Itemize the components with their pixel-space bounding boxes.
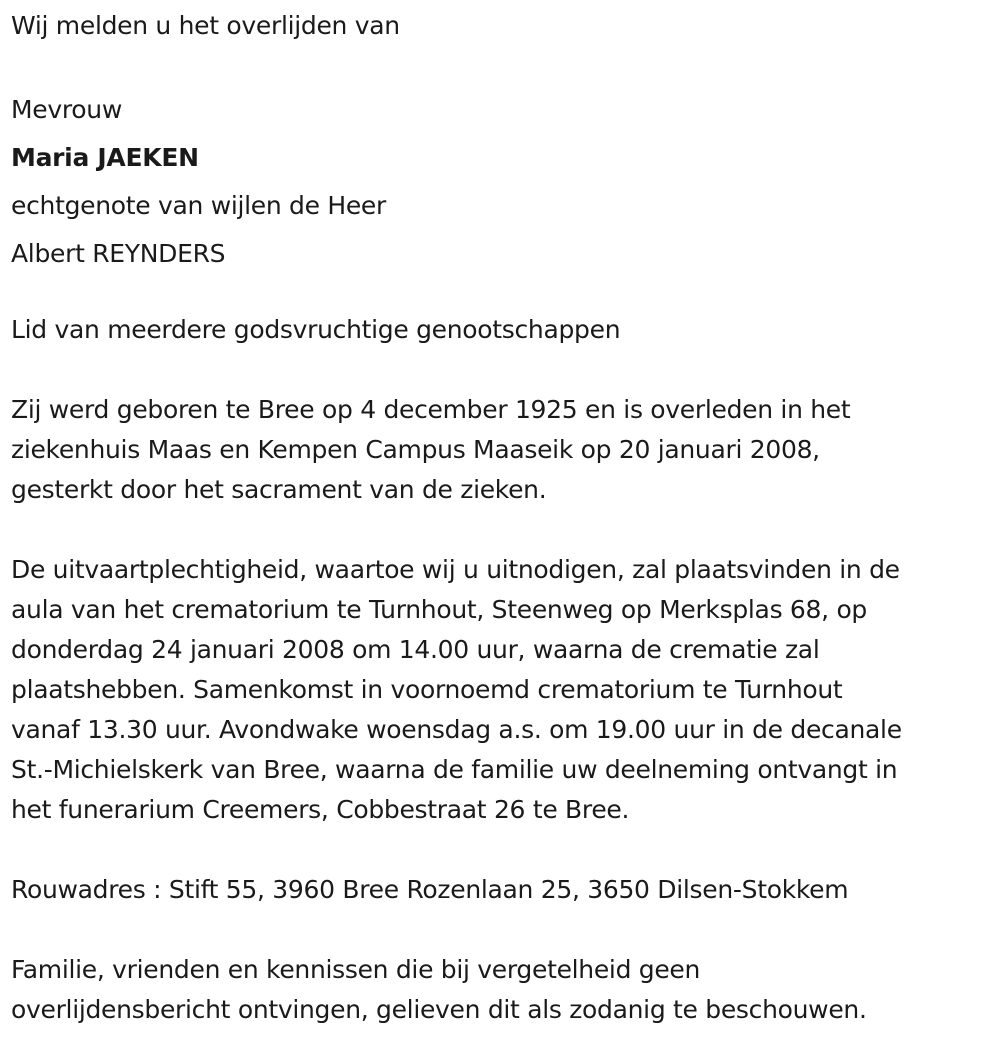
- paragraph-line: donderdag 24 januari 2008 om 14.00 uur, waarna de crematie zal: [11, 635, 820, 664]
- paragraph-line: plaatshebben. Samenkomst in voornoemd crematorium te Turnhout: [11, 675, 843, 704]
- spacer: [11, 350, 991, 390]
- paragraph-line: gesterkt door het sacrament van de zieken.: [11, 475, 547, 504]
- paragraph-line: ziekenhuis Maas en Kempen Campus Maaseik op 20 januari 2008,: [11, 435, 820, 464]
- paragraph-line: Familie, vrienden en kennissen die bij vergetelheid geen: [11, 955, 701, 984]
- spouse-relation: echtgenote van wijlen de Heer: [11, 191, 386, 220]
- paragraph-line: het funerarium Creemers, Cobbestraat 26 te Bree.: [11, 795, 630, 824]
- closing-paragraph: [11, 950, 991, 1030]
- honorific: Mevrouw: [11, 95, 122, 124]
- paragraph-line: aula van het crematorium te Turnhout, Steenweg op Merksplas 68, op: [11, 595, 868, 624]
- paragraph-line: De uitvaartplechtigheid, waartoe wij u uitnodigen, zal plaatsvinden in de: [11, 555, 900, 584]
- spouse-name: Albert REYNDERS: [11, 239, 226, 268]
- spacer: [11, 510, 991, 550]
- birth-death-paragraph: [11, 390, 991, 510]
- spacer: [11, 46, 991, 86]
- paragraph-line: Zij werd geboren te Bree op 4 december 1925 en is overleden in het: [11, 395, 851, 424]
- deceased-block: [11, 86, 991, 278]
- paragraph-line: overlijdensbericht ontvingen, gelieven dit als zodanig te beschouwen.: [11, 995, 867, 1024]
- spacer: [11, 910, 991, 950]
- deceased-name: Maria JAEKEN: [11, 143, 199, 172]
- intro-text: Wij melden u het overlijden van: [11, 11, 400, 40]
- spacer: [11, 830, 991, 870]
- spacer: [11, 278, 991, 310]
- mourning-address: Rouwadres : Stift 55, 3960 Bree Rozenlaan 25, 3650 Dilsen-Stokkem: [11, 875, 849, 904]
- paragraph-line: St.-Michielskerk van Bree, waarna de familie uw deelneming ontvangt in: [11, 755, 898, 784]
- death-notice: [11, 6, 991, 1030]
- funeral-paragraph: [11, 550, 991, 830]
- membership-text: Lid van meerdere godsvruchtige genootschappen: [11, 315, 621, 344]
- paragraph-line: vanaf 13.30 uur. Avondwake woensdag a.s. om 19.00 uur in de decanale: [11, 715, 902, 744]
